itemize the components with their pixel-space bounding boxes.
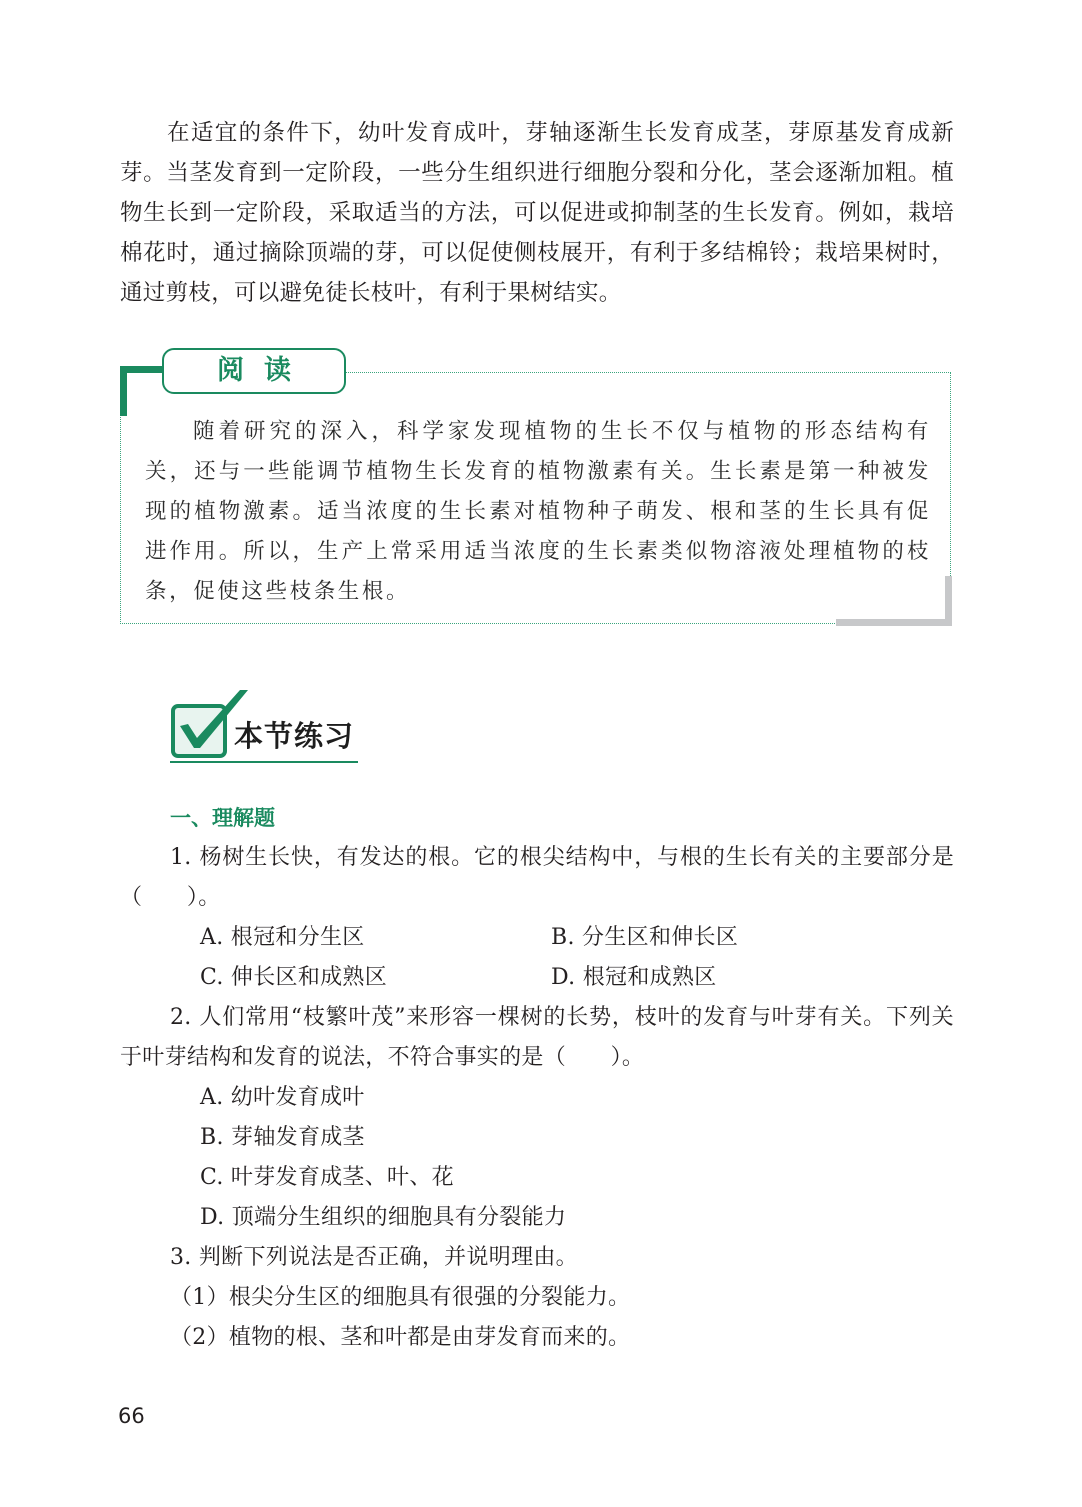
question-1-option: B. 分生区和伸长区 [551, 925, 739, 950]
section-label: 一、理解题 [170, 806, 275, 830]
question-1-option: C. 伸长区和成熟区 [200, 965, 388, 990]
question-1-option: A. 根冠和分生区 [200, 925, 365, 950]
question-3-item: （1）根尖分生区的细胞具有很强的分裂能力。 [170, 1285, 631, 1310]
reading-corner-top-left-h [120, 366, 166, 373]
question-3-stem: 3. 判断下列说法是否正确，并说明理由。 [170, 1245, 578, 1270]
question-2-option: A. 幼叶发育成叶 [200, 1085, 365, 1110]
reading-corner-bottom-right-h [836, 619, 952, 626]
reading-title: 阅读 [162, 348, 346, 394]
question-2-option: D. 顶端分生组织的细胞具有分裂能力 [200, 1205, 567, 1230]
reading-corner-top-left [120, 366, 127, 416]
exercise-heading [170, 688, 362, 768]
exercise-underline [170, 761, 358, 763]
question-1-option: D. 根冠和成熟区 [551, 965, 717, 990]
question-3-item: （2）植物的根、茎和叶都是由芽发育而来的。 [170, 1325, 631, 1350]
intro-paragraph: 在适宜的条件下，幼叶发育成叶，芽轴逐渐生长发育成茎，芽原基发育成新芽。当茎发育到一定阶段，一些分生组织进行细胞分裂和分化，茎会逐渐加粗。植物生长到一定阶段，采取适当的方法，可以促进或抑制茎的生长发育。例如，栽培棉花时，通过摘除顶端的芽，可以促使侧枝展开，有利于多结棉铃；栽培果树时，通过剪枝，可以避免徒长枝叶，有利于果树结实。 [120, 120, 954, 306]
question-1-stem: 1. 杨树生长快，有发达的根。它的根尖结构中，与根的生长有关的主要部分是（ ）。 [120, 845, 954, 910]
question-2-option: B. 芽轴发育成茎 [200, 1125, 365, 1150]
question-2-option: C. 叶芽发育成茎、叶、花 [200, 1165, 454, 1190]
question-2-stem: 2. 人们常用“枝繁叶茂”来形容一棵树的长势，枝叶的发育与叶芽有关。下列关于叶芽结构和发育的说法，不符合事实的是（ ）。 [120, 1005, 954, 1070]
exercise-title: 本节练习 [234, 719, 355, 753]
page-number: 66 [118, 1404, 145, 1428]
reading-text: 随着研究的深入，科学家发现植物的生长不仅与植物的形态结构有关，还与一些能调节植物生长发育的植物激素有关。生长素是第一种被发现的植物激素。适当浓度的生长素对植物种子萌发、根和茎的生长具有促进作用。所以，生产上常采用适当浓度的生长素类似物溶液处理植物的枝条，促使这些枝条生根。 [145, 419, 931, 604]
